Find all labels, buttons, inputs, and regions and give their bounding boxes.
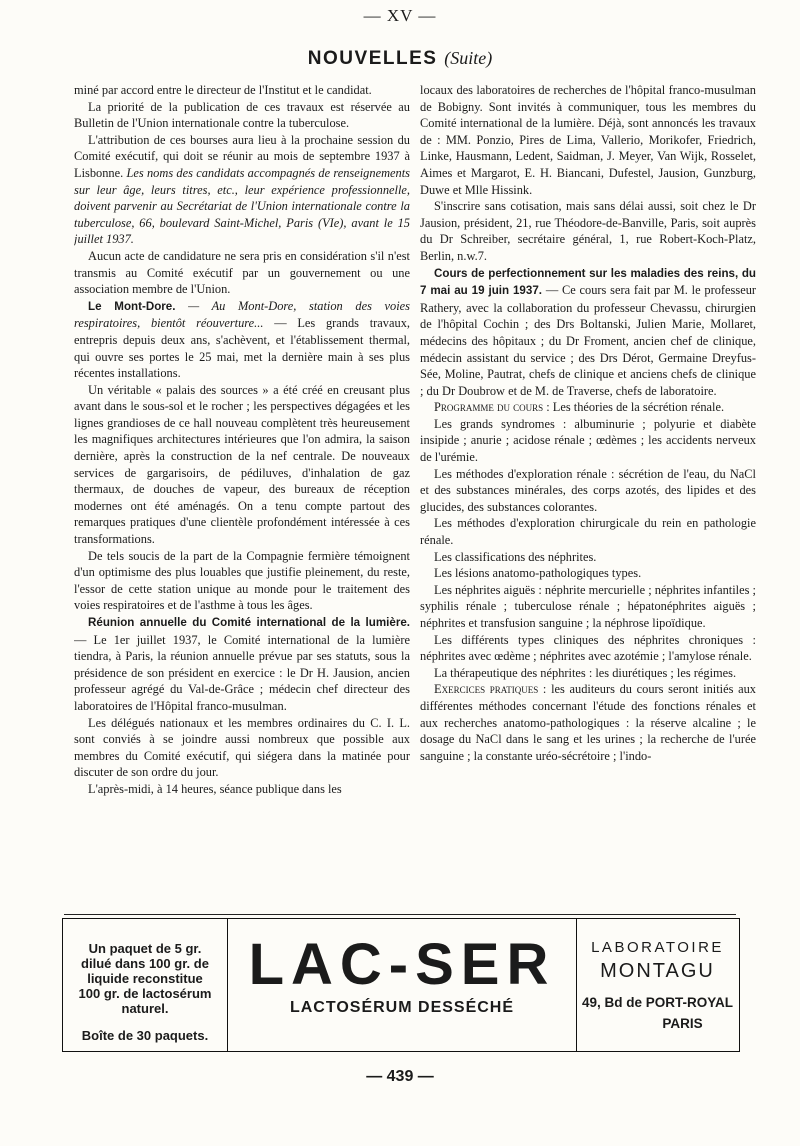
ad-lab-address: 49, Bd de PORT-ROYAL: [581, 995, 734, 1010]
cours-text: — Ce cours sera fait par M. le professeur Rathery, avec la collaboration du professeur Chevassu, chirurgien de l'hôpital Cochin ; des Drs Boltanski, Julien Marie, Mollaret, médecins des hôpitaux ; du Dr Froment, ancien chef de clinique, médecin assistant du service ; des Drs Dérot, Germaine Dreyfus-Sée, Moline, Pautrat, chefs de clinique et anciens chefs de clinique ; du Dr Doubrow et de M. de Traverse, chefs de laboratoire.: [420, 283, 756, 398]
ad-left-line-1: Un paquet de 5 gr.: [88, 941, 202, 956]
right-paragraph-1: locaux des laboratoires de recherches de l'hôpital franco-musulman de Bobigny. Sont invités à communiquer, tous les membres du Comité international de la lumière. Déjà, sont annoncés les travaux de : MM. Ponzio, Pires de Lima, Vallerio, Morikofer, Friedrich, Linke, Hausmann, Ledent, Saidman, J. Meyer, Van Wijk, Rosselet, Aimes et Margarot, E. H. Biancani, Dufestel, Jausion, Gunzburg, Duwe et Mlle Hissink.: [420, 83, 756, 197]
programme-label: Programme du cours :: [434, 400, 550, 415]
page-number: — 439 —: [366, 1068, 434, 1085]
ad-brand-panel: [228, 919, 577, 1051]
ad-left-line-3: liquide reconstitue: [87, 971, 203, 986]
left-paragraph-4: Aucun acte de candidature ne sera pris en considération s'il n'est transmis au Comité exécutif par un gouvernement ou une association membre de l'Union.: [74, 248, 410, 297]
right-column: [420, 82, 756, 904]
programme-item-3: Les méthodes d'exploration chirurgicale du rein en pathologie rénale.: [420, 516, 756, 548]
programme-item-5: Les lésions anatomo-pathologiques types.: [434, 566, 642, 581]
left-paragraph-7: De tels soucis de la part de la Compagnie fermière témoignent d'un optimisme des plus louables que justifie pleinement, du reste, l'essor de cette station unique au monde pour le traitement des voies respiratoires et de l'asthme à tous les âges.: [74, 548, 410, 613]
cours-title: Cours de perfectionnement sur les maladies des reins, du 7 mai au 19 juin 1937.: [420, 266, 756, 298]
reunion-text: — Le 1er juillet 1937, le Comité international de la lumière tiendra, à Paris, la réunion annuelle prévue par ses statuts, sous la présidence de son président en exercice : le Dr H. Jausion, ancien professeur agrégé du Val-de-Grâce ; médecin chef directeur des laboratoires de l'Hôpital franco-musulman.: [74, 632, 410, 713]
mont-dore-text: — Les grands travaux, entrepris depuis deux ans, s'achèvent, et l'établissement thermal, qui ouvre ses portes le 25 mai, met la dernière main à ses plus récentes installations.: [74, 316, 410, 381]
divider-rule: [64, 914, 736, 915]
ad-lab-line-1: LABORATOIRE: [591, 939, 724, 956]
exercices-text: les auditeurs du cours seront initiés aux différentes méthodes concernant l'étude des fonctions rénales et aux recherches anatomo-pathologiques : la réserve alcaline ; le dosage du NaCl dans le sang et les urines ; la recherche de l'urée sanguine ; la constante uréo-sécrétoire ; l'indo-: [420, 682, 756, 763]
mont-dore-title: Le Mont-Dore.: [88, 299, 176, 313]
programme-text: Les théories de la sécrétion rénale.: [552, 400, 725, 415]
ad-brand-subtitle: LACTOSÉRUM DESSÉCHÉ: [289, 999, 515, 1016]
ad-left-panel: [63, 919, 228, 1051]
reunion-title: Réunion annuelle du Comité international de la lumière.: [88, 616, 410, 629]
roman-page-number: — XV —: [363, 6, 437, 25]
left-paragraph-3a: L'attribution de ces bourses aura lieu à la prochaine session du Comité exécutif, qui doit se réunir au mois de septembre 1937 à Lisbonne.: [74, 132, 410, 180]
ad-brand-name: LAC-SER: [248, 932, 556, 997]
heading-suffix: (Suite): [444, 48, 493, 68]
programme-paragraph: [420, 399, 756, 416]
section-heading: [0, 48, 800, 70]
programme-item-8: La thérapeutique des néphrites : les diurétiques ; les régimes.: [434, 665, 737, 680]
mont-dore-italic: — Au Mont-Dore, station des voies respiratoires, bientôt réouverture...: [74, 298, 410, 331]
ad-lab-panel: [577, 919, 738, 1051]
programme-item-7: Les différents types cliniques des néphrites chroniques : néphrites avec œdème ; néphrites avec azotémie ; l'amylose rénale.: [420, 632, 756, 664]
programme-item-6: Les néphrites aiguës : néphrite mercurielle ; néphrites infantiles ; syphilis rénale ; tuberculose rénale ; hépatonéphrites aiguës ; néphrites et transfusion sanguine ; la néphrose lipoïdique.: [420, 582, 756, 630]
programme-item-4: Les classifications des néphrites.: [434, 549, 597, 564]
mont-dore-paragraph: [74, 298, 410, 382]
ad-lab-city: PARIS: [662, 1016, 703, 1031]
ad-lab-line-2: MONTAGU: [600, 960, 715, 982]
ad-left-line-2: dilué dans 100 gr. de: [81, 956, 209, 971]
advertisement: [62, 918, 740, 1052]
programme-item-2: Les méthodes d'exploration rénale : sécrétion de l'eau, du NaCl et des substances minérales, des corps azotés, des lipides et des glucides, des substances colorantes.: [420, 466, 756, 514]
left-paragraph-2: La priorité de la publication de ces travaux est réservée au Bulletin de l'Union internationale contre la tuberculose.: [74, 99, 410, 131]
heading-title: NOUVELLES: [307, 48, 438, 69]
left-paragraph-10: L'après-midi, à 14 heures, séance publique dans les: [88, 781, 342, 796]
reunion-paragraph: [74, 614, 410, 715]
left-paragraph-9: Les délégués nationaux et les membres ordinaires du C. I. L. sont conviés à se joindre aussi nombreux que possible aux membres du Comité exécutif, qui siégera dans la matinée pour discuter de son ordre du jour.: [74, 715, 410, 780]
left-paragraph-6: Un véritable « palais des sources » a été créé en creusant plus avant dans le sous-sol et le rocher ; les perspectives dégagées et les lignes grandioses de ce hall nouveau complètent très heureusement les magnifiques architectures intérieures que l'on admira, la saison dernière, après la construction de la nef centrale. De nouveaux services de gargarisoirs, de pédiluves, d'inhalation de gaz thermaux, de douches de vapeur, des bureaux de réception modernes ont été aménagés. On a tenu compte partout des remarques pratiques d'une clientèle profondément intéressée à ces transformations.: [74, 382, 410, 547]
left-paragraph-1: miné par accord entre le directeur de l'Institut et le candidat.: [74, 83, 372, 97]
exercices-paragraph: [420, 681, 756, 764]
ad-left-box-note: Boîte de 30 paquets.: [81, 1028, 209, 1043]
left-column: [74, 82, 410, 904]
ad-left-line-4: 100 gr. de lactosérum: [78, 986, 212, 1001]
left-paragraph-3: [74, 132, 410, 248]
right-paragraph-2: S'inscrire sans cotisation, mais sans délai aussi, soit chez le Dr Jausion, président, 21, rue Théodore-de-Banville, Paris, soit auprès du Dr Schreiber, secrétaire général, 1, rue Robert-Koch-Platz, Berlin, n.w.7.: [420, 199, 756, 263]
cours-paragraph: [420, 265, 756, 400]
exercices-label: Exercices pratiques :: [434, 682, 547, 697]
ad-left-line-5: naturel.: [121, 1001, 169, 1016]
programme-item-1: Les grands syndromes : albuminurie ; polyurie et diabète insipide ; anurie ; acidose rénale ; œdèmes ; les accidents nerveux de l'urémie.: [420, 416, 756, 465]
left-paragraph-3b: Les noms des candidats accompagnés de renseignements sur leur âge, leurs titres, etc., leur expérience professionnelle, doivent parvenir au Secrétariat de l'Union internationale contre la tuberculose, 66, boulevard Saint-Michel, Paris (VIe), avant le 15 juillet 1937.: [74, 165, 410, 247]
